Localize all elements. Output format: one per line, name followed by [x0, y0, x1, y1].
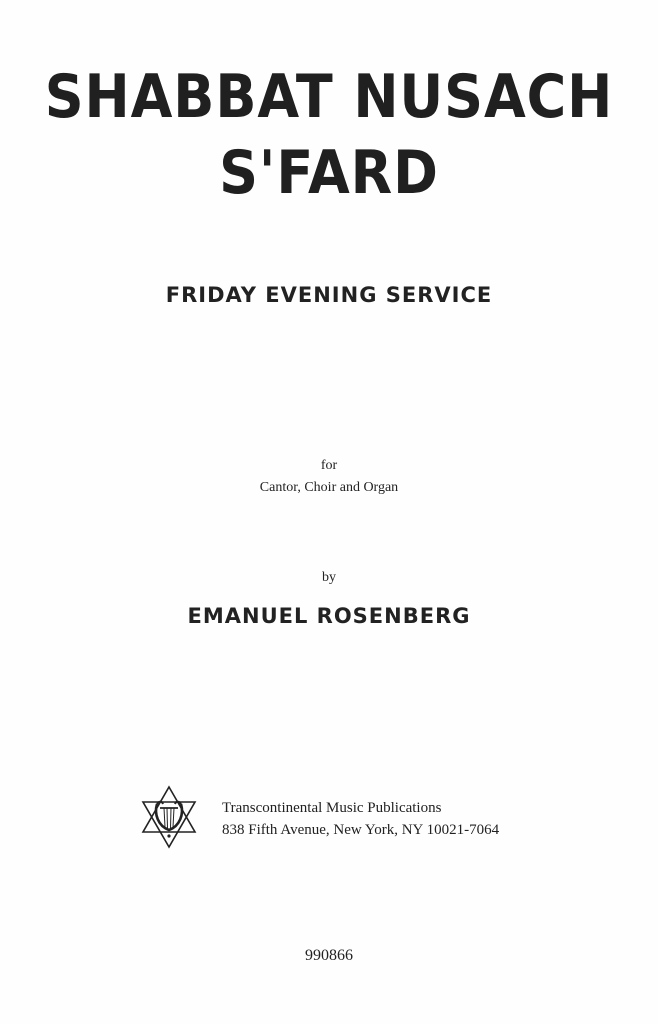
title-line-2: S'FARD: [219, 138, 439, 208]
star-of-david-lyre-icon: [136, 784, 202, 850]
title-line-1: SHABBAT NUSACH: [44, 62, 614, 132]
by-label: by: [322, 570, 336, 585]
subtitle: FRIDAY EVENING SERVICE: [165, 283, 493, 307]
catalog-number: 990866: [305, 947, 353, 964]
composer-name: EMANUEL ROSENBERG: [187, 604, 471, 628]
for-label: for: [320, 458, 338, 473]
instrumentation: Cantor, Choir and Organ: [259, 480, 399, 495]
publisher-address: 838 Fifth Avenue, New York, NY 10021-7064: [222, 822, 500, 838]
publisher-block: [222, 797, 499, 841]
publisher-name: Transcontinental Music Publications: [222, 800, 442, 816]
